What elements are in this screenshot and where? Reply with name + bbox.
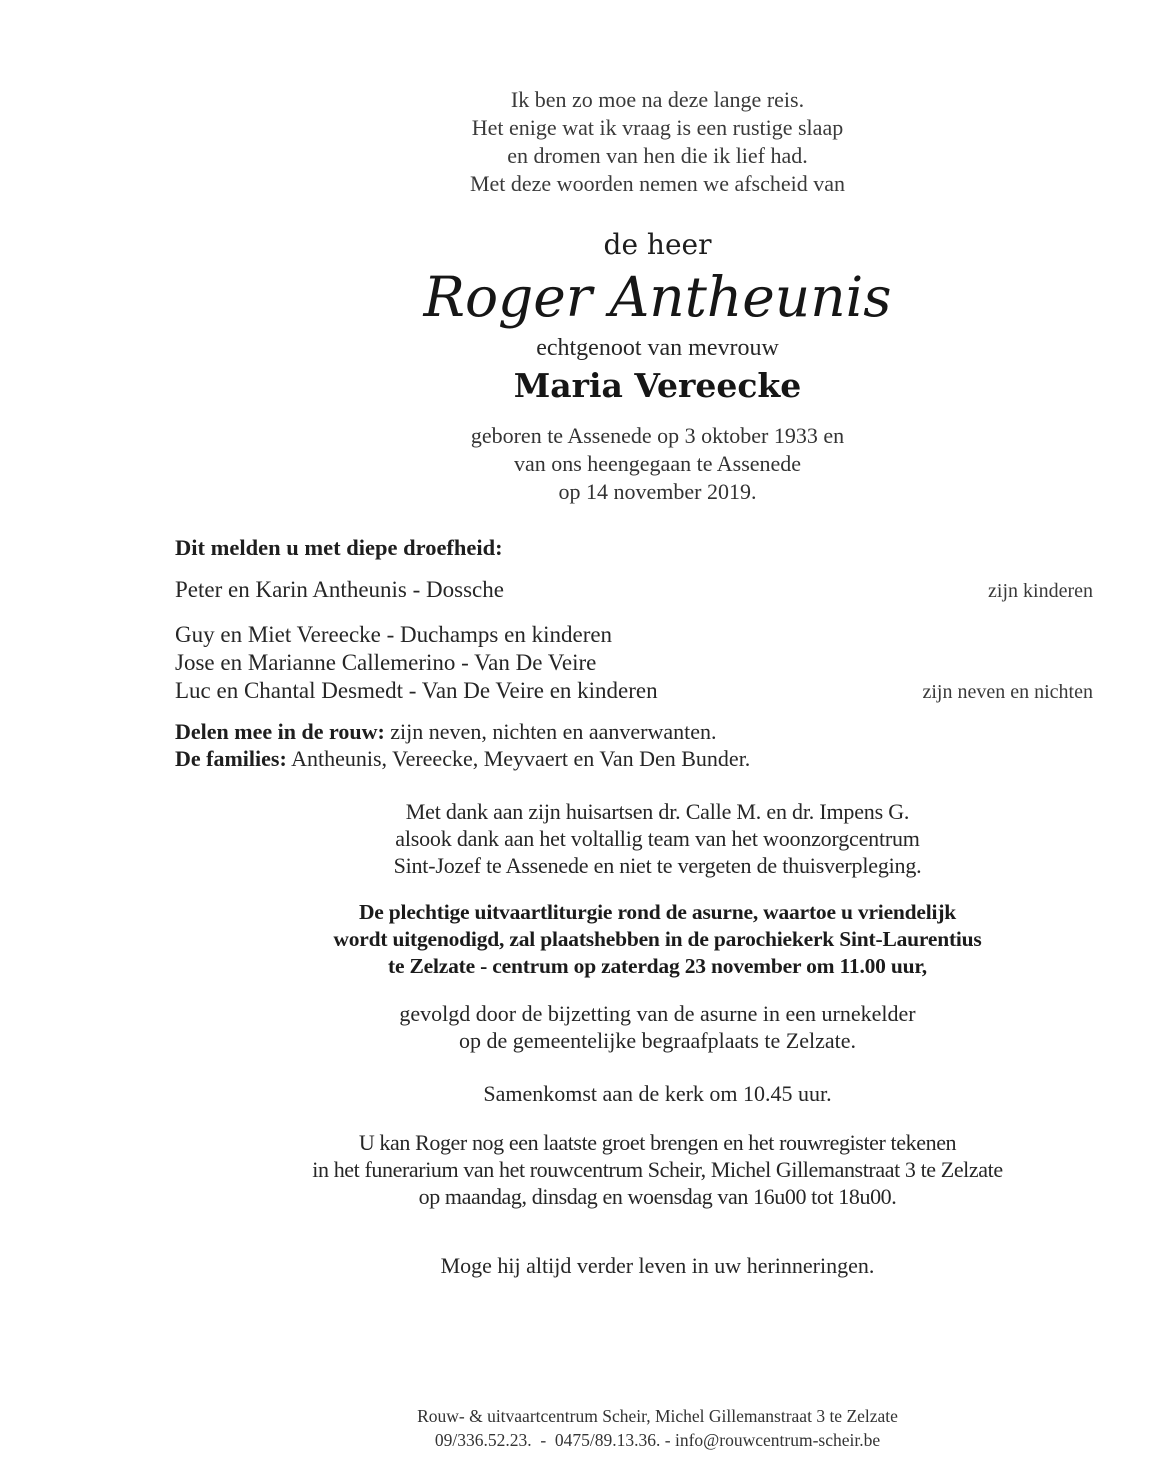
announcement-heading: Dit melden u met diepe droefheid: [175, 535, 503, 560]
mourning-label: Delen mee in de rouw: [175, 719, 385, 744]
visitation-line: op maandag, dinsdag en woensdag van 16u00 tot 18u00. [418, 1184, 897, 1209]
gathering-line: Samenkomst aan de kerk om 10.45 uur. [483, 1081, 832, 1106]
service-line: De plechtige uitvaartliturgie rond de asurne, waartoe u vriendelijk [358, 900, 957, 924]
thanks-block [0, 798, 1155, 879]
families-text: Antheunis, Vereecke, Meyvaert en Van Den Bunder. [286, 746, 751, 771]
birth-line: geboren te Assenede op 3 oktober 1933 en [470, 423, 845, 448]
children-names: Peter en Karin Antheunis - Dossche [175, 577, 504, 602]
poem-line: Het enige wat ik vraag is een rustige slaap [471, 115, 844, 140]
relatives-block [175, 621, 1093, 706]
burial-block [0, 1000, 1155, 1054]
visitation-block [0, 1129, 1155, 1210]
children-label: zijn kinderen [988, 580, 1093, 602]
mourning-block [175, 718, 1093, 772]
salutation: de heer [603, 228, 712, 261]
footer-contact-line: 09/336.52.23. - 0475/89.13.36. - info@rouwcentrum-scheir.be [434, 1430, 881, 1450]
families-line [175, 745, 1093, 772]
service-invitation-block [0, 899, 1155, 980]
relative-line: Jose en Marianne Callemerino - Van De Veire [175, 650, 597, 675]
closing-line: Moge hij altijd verder leven in uw herinneringen. [440, 1253, 875, 1278]
spouse-relation: echtgenoot van mevrouw [536, 335, 779, 361]
thanks-line: alsook dank aan het voltallig team van het woonzorgcentrum [395, 826, 920, 851]
poem-line: Ik ben zo moe na deze lange reis. [510, 87, 805, 112]
visitation-line: in het funerarium van het rouwcentrum Scheir, Michel Gillemanstraat 3 te Zelzate [312, 1157, 1003, 1182]
spouse-name: Maria Vereecke [513, 366, 802, 405]
relatives-label: zijn neven en nichten [922, 681, 1093, 703]
poem-line: Met deze woorden nemen we afscheid van [469, 171, 846, 196]
relative-line: Luc en Chantal Desmedt - Van De Veire en kinderen [175, 678, 658, 703]
opening-poem [0, 86, 1155, 198]
family-announcement [0, 534, 1155, 772]
relatives-row [175, 677, 1093, 706]
burial-line: op de gemeentelijke begraafplaats te Zelzate. [458, 1028, 856, 1053]
deceased-name: Roger Antheunis [423, 265, 892, 329]
mourning-line [175, 718, 1093, 745]
burial-line: gevolgd door de bijzetting van de asurne in een urnekelder [399, 1001, 916, 1026]
poem-line: en dromen van hen die ik lief had. [507, 143, 808, 168]
service-line: te Zelzate - centrum op zaterdag 23 november om 11.00 uur, [388, 954, 927, 978]
thanks-line: Met dank aan zijn huisartsen dr. Calle M. en dr. Impens G. [405, 799, 910, 824]
funeral-home-footer [0, 1404, 1155, 1452]
life-dates [0, 422, 1155, 506]
footer-address-line: Rouw- & uitvaartcentrum Scheir, Michel Gillemanstraat 3 te Zelzate [417, 1406, 898, 1426]
service-line: wordt uitgenodigd, zal plaatshebben in de parochiekerk Sint-Laurentius [333, 927, 982, 951]
mourning-text: zijn neven, nichten en aanverwanten. [384, 719, 717, 744]
visitation-line: U kan Roger nog een laatste groet brengen en het rouwregister tekenen [358, 1130, 957, 1155]
children-row [175, 576, 1093, 605]
relative-line: Guy en Miet Vereecke - Duchamps en kinderen [175, 622, 613, 647]
families-label: De families: [175, 746, 287, 771]
death-place-line: van ons heengegaan te Assenede [513, 451, 802, 476]
death-date-line: op 14 november 2019. [558, 479, 757, 504]
thanks-line: Sint-Jozef te Assenede en niet te vergeten de thuisverpleging. [393, 853, 922, 878]
